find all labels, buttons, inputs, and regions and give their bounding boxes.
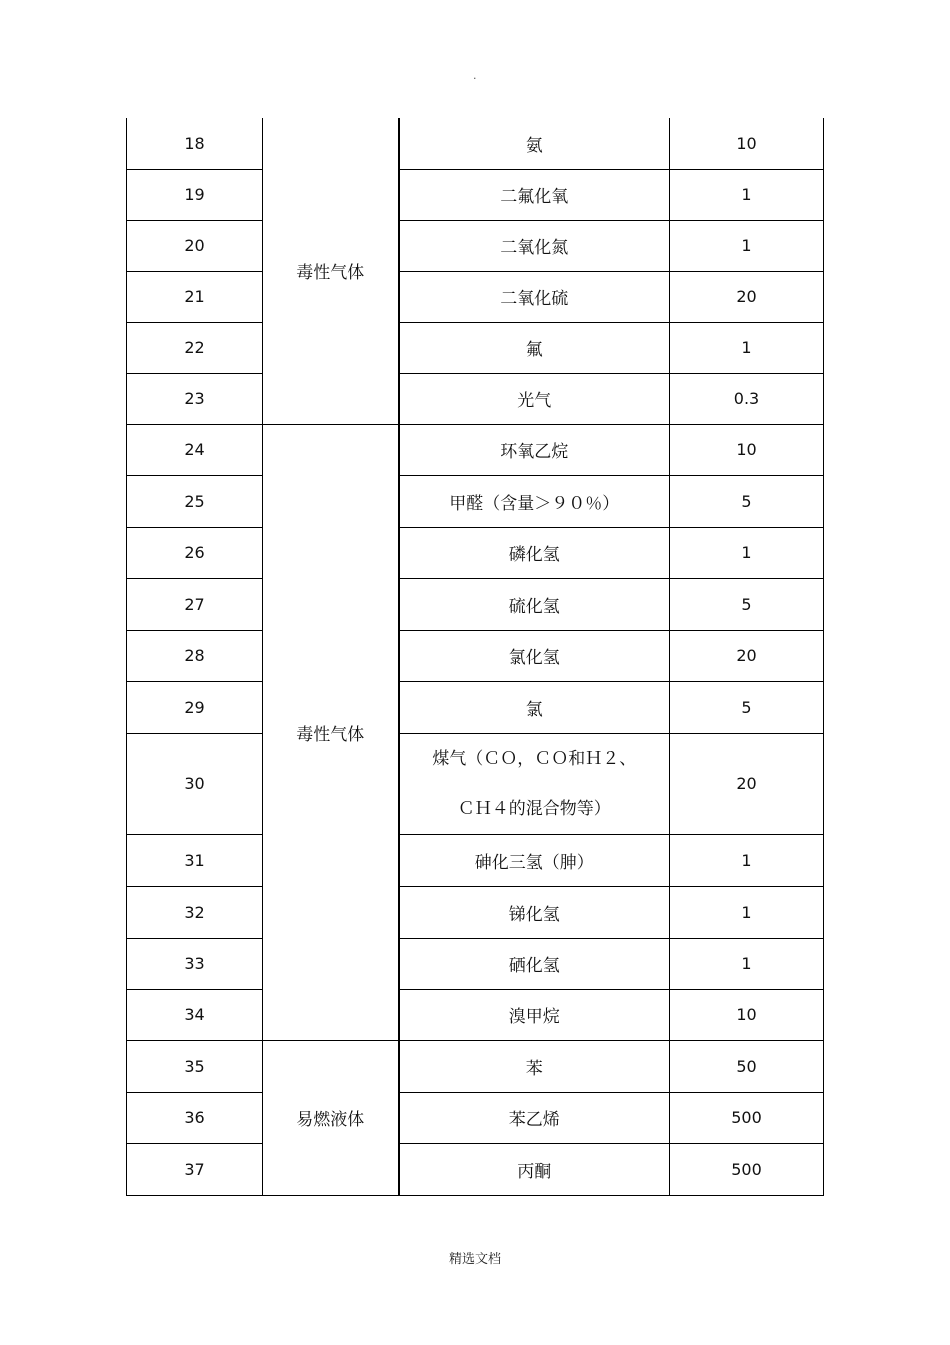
- row-number: 34: [127, 989, 263, 1040]
- threshold-quantity: 20: [670, 271, 824, 322]
- row-number: 36: [127, 1092, 263, 1143]
- row-number: 18: [127, 118, 263, 169]
- table-row: [127, 1143, 824, 1195]
- threshold-quantity: 20: [670, 733, 824, 834]
- threshold-quantity: 500: [670, 1143, 824, 1195]
- threshold-quantity: 0.3: [670, 373, 824, 424]
- threshold-quantity: 10: [670, 424, 824, 475]
- table-row: [127, 118, 824, 169]
- table-row: [127, 886, 824, 938]
- table-row: [127, 1040, 824, 1092]
- row-number: 32: [127, 886, 263, 938]
- row-number: 35: [127, 1040, 263, 1092]
- table-row: [127, 938, 824, 989]
- substance-name: 氟: [399, 322, 670, 373]
- row-number: 28: [127, 630, 263, 681]
- substance-name: 砷化三氢（胂）: [399, 834, 670, 886]
- row-number: 27: [127, 578, 263, 630]
- table-row: [127, 424, 824, 475]
- substance-name: [399, 733, 670, 834]
- category-cell: 易燃液体: [263, 1040, 399, 1195]
- substance-name: 丙酮: [399, 1143, 670, 1195]
- threshold-quantity: 500: [670, 1092, 824, 1143]
- substance-name: 硫化氢: [399, 578, 670, 630]
- row-number: 37: [127, 1143, 263, 1195]
- row-number: 26: [127, 527, 263, 578]
- row-number: 21: [127, 271, 263, 322]
- substance-name: 光气: [399, 373, 670, 424]
- table-row: [127, 475, 824, 527]
- substance-name-line: ＣＨ４的混合物等）: [457, 798, 611, 819]
- substance-name: 环氧乙烷: [399, 424, 670, 475]
- substance-name: 氯: [399, 681, 670, 733]
- threshold-quantity: 10: [670, 118, 824, 169]
- threshold-quantity: 1: [670, 834, 824, 886]
- substance-name: 二氟化氧: [399, 169, 670, 220]
- table-row: [127, 220, 824, 271]
- threshold-quantity: 1: [670, 938, 824, 989]
- row-number: 33: [127, 938, 263, 989]
- row-number: 19: [127, 169, 263, 220]
- row-number: 31: [127, 834, 263, 886]
- substance-name: 甲醛（含量＞９０％）: [399, 475, 670, 527]
- row-number: 20: [127, 220, 263, 271]
- threshold-quantity: 10: [670, 989, 824, 1040]
- threshold-quantity: 1: [670, 169, 824, 220]
- substance-name: 二氧化氮: [399, 220, 670, 271]
- threshold-quantity: 1: [670, 886, 824, 938]
- threshold-quantity: 5: [670, 681, 824, 733]
- table-row: [127, 271, 824, 322]
- substance-name: 氨: [399, 118, 670, 169]
- table-row: [127, 322, 824, 373]
- substance-name: 二氧化硫: [399, 271, 670, 322]
- threshold-quantity: 1: [670, 527, 824, 578]
- row-number: 30: [127, 733, 263, 834]
- table-row: [127, 1092, 824, 1143]
- substance-name: 锑化氢: [399, 886, 670, 938]
- row-number: 22: [127, 322, 263, 373]
- row-number: 25: [127, 475, 263, 527]
- threshold-quantity: 5: [670, 475, 824, 527]
- row-number: 23: [127, 373, 263, 424]
- table-row: [127, 733, 824, 834]
- threshold-quantity: 20: [670, 630, 824, 681]
- table-row: [127, 527, 824, 578]
- substance-name: 磷化氢: [399, 527, 670, 578]
- table-row: [127, 373, 824, 424]
- table-row: [127, 681, 824, 733]
- table-row: [127, 169, 824, 220]
- category-cell: 毒性气体: [263, 424, 399, 1040]
- table-row: [127, 989, 824, 1040]
- substance-name: 苯: [399, 1040, 670, 1092]
- footer-label: 精选文档: [448, 1252, 501, 1267]
- threshold-quantity: 1: [670, 220, 824, 271]
- substance-table: [126, 118, 824, 1196]
- table-row: [127, 578, 824, 630]
- row-number: 29: [127, 681, 263, 733]
- threshold-quantity: 5: [670, 578, 824, 630]
- threshold-quantity: 50: [670, 1040, 824, 1092]
- category-cell: 毒性气体: [263, 118, 399, 424]
- page-top-mark: ·: [473, 72, 477, 85]
- table-row: [127, 630, 824, 681]
- threshold-quantity: 1: [670, 322, 824, 373]
- substance-name: 硒化氢: [399, 938, 670, 989]
- substance-name-line: 煤气（ＣＯ，ＣＯ和Ｈ２、: [432, 748, 637, 769]
- substance-name: 氯化氢: [399, 630, 670, 681]
- substance-name: 苯乙烯: [399, 1092, 670, 1143]
- substance-name: 溴甲烷: [399, 989, 670, 1040]
- row-number: 24: [127, 424, 263, 475]
- table-row: [127, 834, 824, 886]
